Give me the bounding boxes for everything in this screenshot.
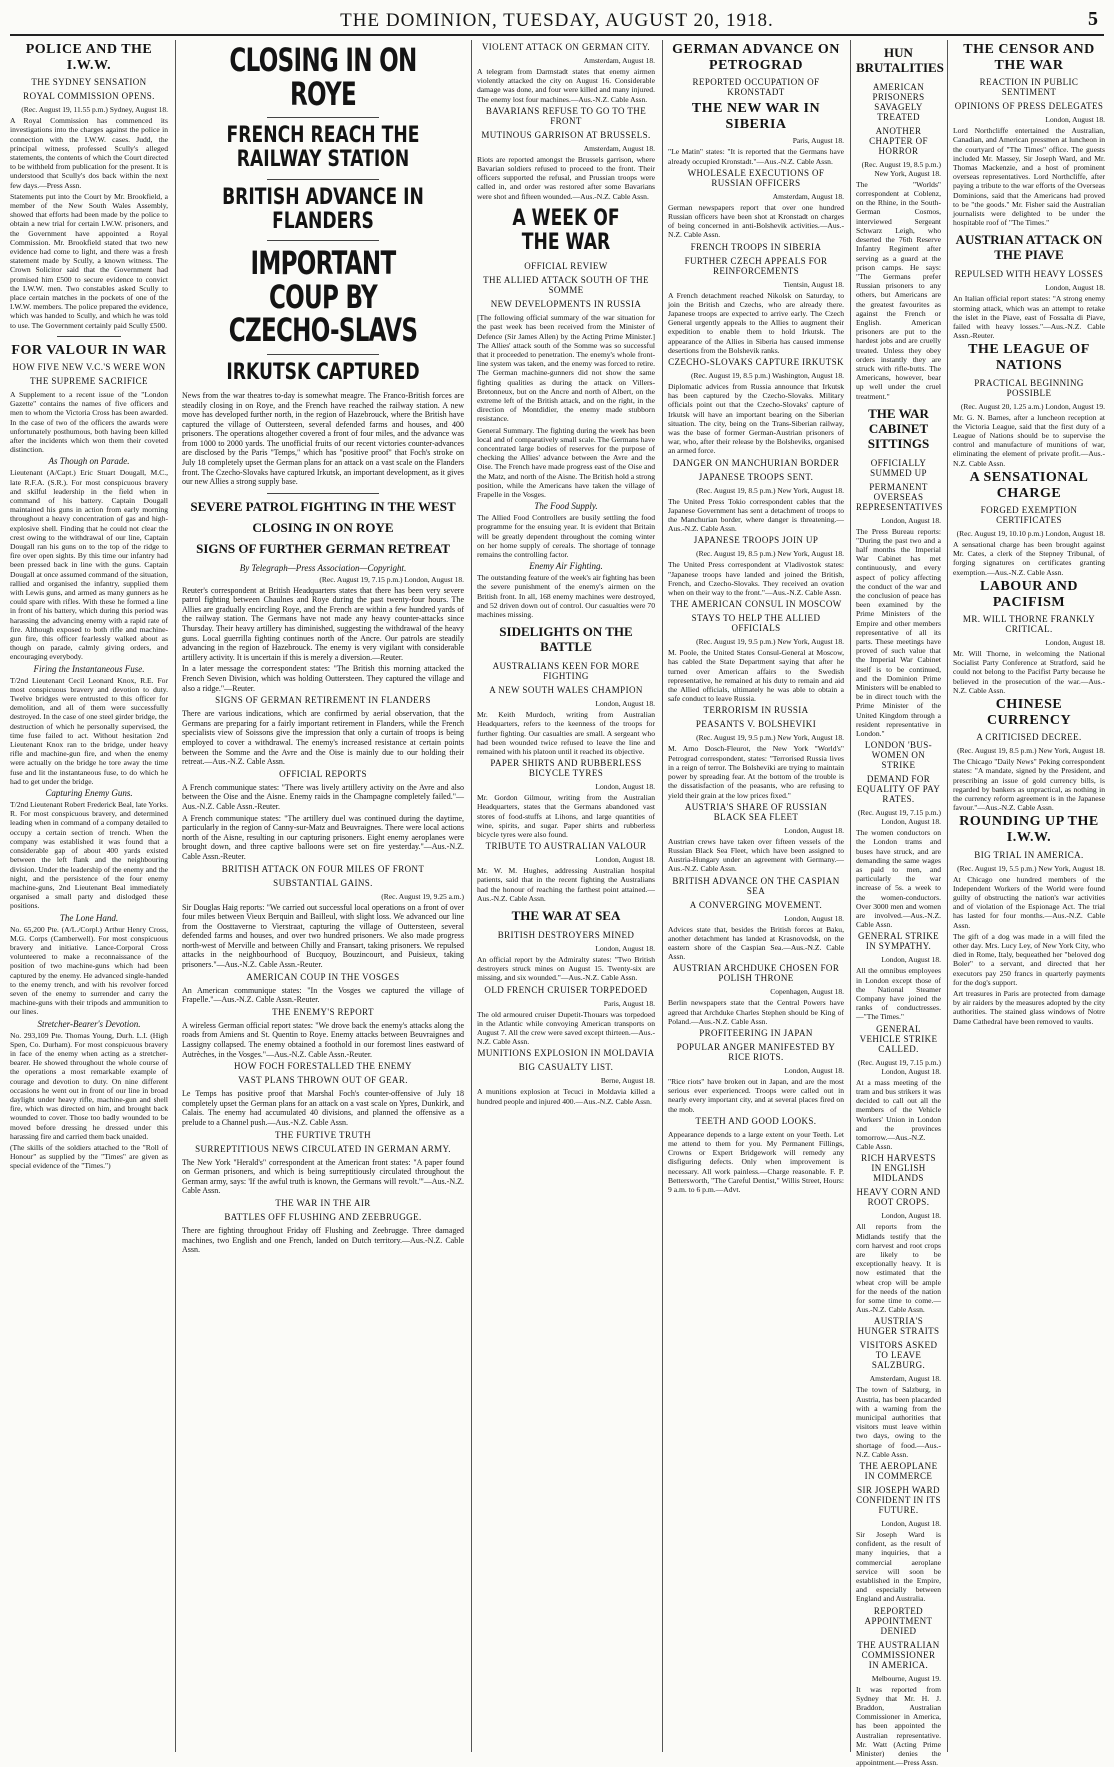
article-paragraph: All the omnibus employees in London except those of the National Steamer Company have joined the ranks of conductresses.—"The Times." (856, 966, 941, 1022)
headline: THE CENSOR AND THE WAR (963, 42, 1095, 74)
article-paragraph: Sir Douglas Haig reports: "We carried out successful local operations on a front of over four miles between Vieux Berquin and Bailleul, with slight loss. We advanced our line from the Oosttaverne to Vierstraat, capturing the village of Outtersteen, several defended farms and houses, and over two hundred prisoners. We also made progress north-west of Merville and between Chilly and Fransart, taking prisoners. We repulsed attacks in the neighbourhood of Bucquoy, Bouzincourt, and Puisieux, taking prisoners."—Aus.-N.Z. Cable Assn.-Reuter. (182, 902, 464, 970)
subheadline: THE ALLIED ATTACK SOUTH OF THE SOMME (483, 275, 649, 296)
subheadline: ANOTHER CHAPTER OF HORROR (869, 125, 928, 156)
column-rule (662, 40, 663, 1752)
subheadline: AMERICAN COUP IN THE VOSGES (246, 971, 400, 982)
subheadline: JAPANESE TROOPS JOIN UP (693, 535, 819, 546)
article-paragraph: There are fighting throughout Friday off Flushing and Zeebrugge. Three damaged machines, two English and one French, landed on Dutch territory.—Aus.-N.Z. Cable Assn. (182, 1225, 464, 1255)
article-paragraph: Riots are reported amongst the Brussels garrison, where Bavarian soldiers refused to proceed to the front. Their officers supported the refusal, and Prussian troops were called in, and order was restored after some Bavarians were shot and fifteen wounded.—Aus.-N.Z. Cable Assn. (477, 154, 655, 201)
subheadline: BRITISH DESTROYERS MINED (497, 929, 635, 940)
section-heading: The Lone Hand. (59, 912, 119, 923)
dateline: Berne, August 18. (600, 1076, 655, 1086)
column-2 (182, 40, 464, 1752)
headline: GERMAN ADVANCE ON PETROGRAD (672, 42, 840, 74)
separator (267, 179, 380, 180)
article-paragraph: The old armoured cruiser Dupetit-Thouars was torpedoed in the Atlantic while convoying American transports on August 7. All the crew were saved except thirteen.—Aus.-N.Z. Cable Assn. (477, 1009, 655, 1047)
subheadline: ROYAL COMMISSION OPENS. (23, 91, 155, 102)
subheadline: SUBSTANTIAL GAINS. (273, 877, 373, 888)
dateline: London, August 18. (595, 855, 655, 865)
subheadline: VIOLENT ATTACK ON GERMAN CITY. (481, 42, 651, 52)
subheadline: AUSTRALIANS KEEN FOR MORE FIGHTING (492, 661, 640, 682)
article-paragraph: The gift of a dog was made in a will filed the other day. Mrs. Lucy Ley, of New York City, who died in Rome, Italy, bequeathed her "beloved dog Boler" to a servant, and directed that her executors pay 250 francs in quarterly payments for the dog's support. (953, 931, 1105, 987)
subheadline: BATTLES OFF FLUSHING AND ZEEBRUGGE. (224, 1211, 422, 1222)
article-paragraph: Advices state that, besides the British forces at Baku, another detachment has landed at Krasnovodsk, on the eastern shore of the Caspian Sea.—Aus.-N.Z. Cable Assn. (668, 924, 844, 962)
subheadline: POPULAR ANGER MANIFESTED BY RICE RIOTS. (676, 1041, 836, 1062)
article-paragraph: A telegram from Darmstadt states that enemy airmen violently attacked the city on August 16. Considerable damage was done, and four were killed and many injured. The enemy lost four machines.—Aus.-N.Z. Cable Assn. (477, 67, 655, 104)
article-paragraph: The United Press correspondent at Vladivostok states: "Japanese troops have landed and joined the British, French, and Czecho-Slovaks. They received an ovation when on their way to the front."—Aus.-N.Z. Cable Assn. (668, 560, 844, 598)
article-paragraph: "Rice riots" have broken out in Japan, and are the most serious ever experienced. Troops were called out in nearly every important city, and at several places fired on the mob. (668, 1076, 844, 1114)
subheadline: HEAVY CORN AND ROOT CROPS. (856, 1187, 941, 1208)
subheadline: BIG TRIAL IN AMERICA. (974, 849, 1084, 860)
column-6 (953, 40, 1105, 1752)
section-heading: Stretcher-Bearer's Devotion. (37, 1018, 141, 1029)
subheadline: PEASANTS V. BOLSHEVIKI (695, 719, 817, 730)
subheadline: DEMAND FOR EQUALITY OF PAY RATES. (856, 774, 941, 805)
subheadline: PAPER SHIRTS AND RUBBERLESS BICYCLE TYRES (490, 758, 642, 779)
article-paragraph: A French detachment reached Nikolsk on Saturday, to join the British and Czechs, who are already there. Japanese troops are expected to arrive early. The Czech General urgently appeals to the Allies to augment their expedition to enable them to hold Irkutsk. The appearance of the Allies in Siberia has caused immense desertions from the Bolshevik ranks. (668, 290, 844, 355)
separator (57, 336, 120, 337)
dateline: (Rec. August 19, 9.5 p.m.) New York, August 18. (696, 637, 844, 647)
headline: ROUNDING UP THE I.W.W. (959, 814, 1099, 846)
subheadline: VISITORS ASKED TO LEAVE SALZBURG. (859, 1340, 938, 1371)
subheadline: PERMANENT OVERSEAS REPRESENTATIVES (856, 481, 943, 512)
subheadline: MR. WILL THORNE FRANKLY CRITICAL. (962, 613, 1096, 634)
subheadline: AUSTRIA'S HUNGER STRAITS (857, 1316, 940, 1337)
dateline: (Rec. August 19, 5.5 p.m.) New York, August 18. (957, 863, 1105, 873)
article-paragraph: An official report by the Admiralty states: "Two British destroyers struck mines on August 15. Twenty-six are missing, and six wounded."—Aus.-N.Z. Cable Assn. (477, 954, 655, 983)
dateline: London, August 18. (881, 1518, 941, 1528)
dateline: London, August 18. (1045, 283, 1105, 293)
article-paragraph: A wireless German official report states: "We drove back the enemy's attacks along the roads from Amiens and St. Quentin to Roye. Enemy attacks between Beuvraignes and Lassigny collapsed. The enemy obtained a foothold in our foremost lines eastward of Autrèches, in the Vosges."—Aus.-N.Z. Cable Assn.-Reuter. (182, 1020, 464, 1059)
credit-line: By Telegraph—Press Association—Copyright. (239, 562, 407, 573)
subheadline: SIGNS OF GERMAN RETIREMENT IN FLANDERS (215, 695, 431, 706)
article-paragraph: Berlin newspapers state that the Central Powers have agreed that Archduke Charles Stephen should be King of Poland.—Aus.-N.Z. Cable Assn. (668, 998, 844, 1026)
headline: CLOSING IN ON ROYE (229, 41, 417, 113)
article-paragraph: Art treasures in Paris are protected from damage by air raiders by the measures adopted by the city authorities. The stained glass windows of Notre Dame Cathedral have been removed to vaults. (953, 988, 1105, 1026)
article-paragraph: An Italian official report states: "A strong enemy storming attack, which was an attempt to retake the islet in the Piave, east of Fossalta di Piave, failed with heavy losses."—Aus.-N.Z. Cable Assn.-Reuter. (953, 294, 1105, 341)
column-rule (175, 40, 176, 1752)
article-paragraph: The New York "Herald's" correspondent at the American front states: "A paper found on German prisoners, and which is being surreptitiously circulated throughout the German army, says: 'If the awful truth is known, the Germans will revolt.'"—Aus.-N.Z. Cable Assn. (182, 1157, 464, 1196)
article-paragraph: A sensational charge has been brought against Mr. Cates, a clerk of the Stepney Tribunal, of forging signatures on certificates granting exemption.—Aus.-N.Z. Cable Assn. (953, 539, 1105, 577)
section-heading: The Food Supply. (534, 501, 598, 512)
section-heading: Capturing Enemy Guns. (45, 788, 133, 799)
dateline: (Rec. August 19, 9.25 a.m.) (381, 891, 464, 901)
dateline: London, August 18. (784, 1065, 844, 1075)
section-heading: Enemy Air Fighting. (529, 561, 603, 572)
article-paragraph: The Allied Food Controllers are busily settling the food programme for the ensuing year. It is evident that Britain will be greatly dependent throughout the coming winter on her home supply of cereals. The shortage of tonnage remains the controlling factor. (477, 513, 655, 560)
subheadline: GENERAL STRIKE IN SYMPATHY. (857, 931, 939, 952)
dateline: (Rec. August 19, 8.5 p.m.) New York, August 18. (696, 485, 844, 495)
dateline: Tientsin, August 18. (783, 279, 844, 289)
subheadline: OFFICIAL REVIEW (524, 261, 608, 272)
article-paragraph: A French communique states: "The artillery duel was continued during the daytime, particularly in the region of Canny-sur-Matz and Beuvraignes. There were local actions north of the Aisne, resulting in our capturing prisoners. Eight enemy aeroplanes were brought down, and three captive balloons were set on fire yesterday."—Aus.-N.Z. Cable Assn.-Reuter. (182, 813, 464, 861)
page-number: 5 (1088, 8, 1098, 30)
dateline: (Rec. August 19, 7.15 p.m.) London, August 18. (319, 574, 464, 584)
column-5 (856, 40, 944, 1767)
headline: AUSTRIAN ATTACK ON THE PIAVE (955, 232, 1103, 263)
column-rule (947, 40, 948, 1752)
subheadline: FORGED EXEMPTION CERTIFICATES (980, 504, 1078, 525)
dateline: Paris, August 18. (603, 998, 655, 1008)
article-paragraph: Lord Northcliffe entertained the Australian, Canadian, and American pressmen at luncheon in the courtyard of "The Times" office. The guests included Mr. Massey, Sir Joseph Ward, and Mr. Thomas Mackenzie, and a host of prominent overseas representatives. Lord Northcliffe, after paying a tribute to the war efforts of the Overseas Dominions, said that the Americans had proved to be "the goods." Mr. Fisher said the Australian journalists were delighted to be under the hospitable roof of "The Times." (953, 126, 1105, 228)
article-paragraph: A munitions explosion at Tecuci in Moldavia killed a hundred people and injured 400.—Aus.-N.Z. Cable Assn. (477, 1087, 655, 1106)
subheadline: LONDON 'BUS-WOMEN ON STRIKE (864, 740, 933, 771)
subheadline: AUSTRIA'S SHARE OF RUSSIAN BLACK SEA FLEET (684, 801, 828, 822)
headline: FRENCH REACH THE RAILWAY STATION (226, 123, 420, 173)
subheadline: TERRORISM IN RUSSIA (703, 705, 809, 716)
dateline: London, August 18. (1045, 115, 1105, 125)
subheadline: THE AMERICAN CONSUL IN MOSCOW (670, 599, 842, 610)
article-paragraph: The women conductors on the London trams and buses have struck, and are demanding the same wages as paid to men, and particularly the war increase of 5s. a week to the women-conductors. Over 3000 men and women are involved.—Aus.-N.Z. Cable Assn. (856, 828, 941, 930)
subheadline: REPORTED APPOINTMENT DENIED (864, 1605, 933, 1636)
headline: CLOSING IN ON ROYE (252, 519, 394, 535)
dateline: Amsterdam, August 18. (869, 1374, 941, 1384)
dateline: London, August 18. (784, 825, 844, 835)
article-paragraph: A Royal Commission has commenced its investigations into the charges against the police in connection with the I.W.W. cases. Judd, the principal witness, professed Scully's alleged statements, the contents of which the Court directed to be withheld from publication for the present. It is understood that Scully's dos back within the next few days.—Press Assn. (10, 116, 168, 190)
dateline: (Rec. August 19, 8.5 p.m.) Washington, August 18. (690, 371, 844, 381)
dateline: Amsterdam, August 18. (772, 191, 844, 201)
article-paragraph: T/2nd Lieutenant Robert Frederick Beal, late Yorks. R. For most conspicuous bravery, and determined leading when in command of a company detailed to occupy a certain section of trench. When the company was established it was found that a considerable gap of about 400 yards existed between the left flank and the neighbouring division. Under the leadership of the enemy and the night, and the persistence of the four enemy machine-guns, 2nd Lieutenant Beal immediately organised a small party and dislodged these positions. (10, 800, 168, 911)
masthead (10, 8, 1104, 36)
article-paragraph: General Summary. The fighting during the week has been local and of comparatively small scale. The Germans have concentrated large bodies of reserves for the purpose of checking the Allies' advance between the Avre and the Oise. The French have made progress east of the Oise and the Matz, and north of the Aisne. The British hold a strong position, while the Americans have taken the village of Frapelle in the Vosges. (477, 425, 655, 500)
article-paragraph: The outstanding feature of the week's air fighting has been the severe punishment of the enemy's airmen on the British front. In all, 168 enemy machines were destroyed, and 52 driven down out of control. Our casualties were 70 machines missing. (477, 573, 655, 620)
headline: THE WAR CABINET SITTINGS (867, 405, 930, 451)
subheadline: MUNITIONS EXPLOSION IN MOLDAVIA (477, 1048, 655, 1059)
subheadline: WHOLESALE EXECUTIONS OF RUSSIAN OFFICERS (687, 167, 825, 188)
dateline: London, August 18. (1045, 637, 1105, 647)
dateline: (Rec. August 19, 8.5 p.m.) New York, August 18. (861, 159, 941, 178)
subheadline: GENERAL VEHICLE STRIKE CALLED. (859, 1023, 938, 1054)
article-paragraph: Diplomatic advices from Russia announce that Irkutsk has been captured by the Czecho-Slovaks. Military officials point out that the Czecho-Slovaks' capture of Irkutsk will have an important bearing on the Siberian situation. The city, being on the Trans-Siberian railway, was the base of former German-Austrian prisoners of war, who, after their release by the Bolsheviks, organised an armed force. (668, 382, 844, 456)
article-paragraph: Sir Joseph Ward is confident, as the result of many inquiries, that a commercial aeroplane service will soon be established in the Empire, and especially between England and Australia. (856, 1529, 941, 1604)
dateline: (Rec. August 19, 10.10 p.m.) London, August 18. (956, 528, 1105, 538)
headline: BRITISH ADVANCE IN FLANDERS (222, 184, 424, 234)
subheadline: BRITISH ADVANCE ON THE CASPIAN SEA (672, 875, 840, 896)
article-paragraph: Mr. G. N. Barnes, after a luncheon reception at the Victoria League, said that the first duty of a League of Nations should be to supervise the control and manufacture of munitions of war, eliminating the element of private profit.—Aus.-N.Z. Cable Assn. (953, 412, 1105, 468)
article-paragraph: It was reported from Sydney that Mr. H. J. Braddon, Australian Commissioner in America, has been appointed the Australian representative. Mr. Watt (Acting Prime Minister) denies the appointment.—Press Assn. (856, 1684, 941, 1767)
subheadline: A NEW SOUTH WALES CHAMPION (489, 685, 643, 696)
article-paragraph: The Chicago "Daily News" Peking correspondent states: "A mandate, signed by the President, and prescribing an issue of gold currency bills, is regarded by bankers as unpractical, as nothing in the currency reform agreement is in the Japanese favour."—Aus.-N.Z. Cable Assn. (953, 757, 1105, 813)
article-paragraph: The town of Salzburg, in Austria, has been placarded with a warning from the municipal authorities that visitors must leave within two days, owing to the shortage of food.—Aus.-N.Z. Cable Assn. (856, 1385, 941, 1459)
headline: IMPORTANT COUP BY CZECHO-SLAVS (228, 243, 418, 350)
subheadline: THE ENEMY'S REPORT (272, 1006, 374, 1017)
subheadline: SIR JOSEPH WARD CONFIDENT IN ITS FUTURE. (856, 1484, 941, 1515)
dateline: (Rec. August 19, 11.55 p.m.) Sydney, August 18. (21, 105, 168, 115)
subheadline: VAST PLANS THROWN OUT OF GEAR. (238, 1075, 408, 1086)
subheadline: STAYS TO HELP THE ALLIED OFFICIALS (691, 613, 821, 634)
dateline: London, August 18. (595, 943, 655, 953)
column-rule (471, 40, 472, 1752)
article-paragraph: Lieutenant (A/Capt.) Eric Stuart Dougall, M.C., late R.F.A. (S.R.). For most conspicuous bravery and skilful leadership in the field when in command of his battery. Captain Dougall maintained his guns in action from early morning throughout a heavy concentration of gas and high-explosive shell. Finding that he could not clear the crest owing to the withdrawal of our line, Captain Dougall ran his guns on to the top of the ridge to fire over open sights. By this time our infantry had been pressed back in line with the guns. Captain Dougall at once assumed command of the situation, rallied and organised the infantry, supplied them with Lewis guns, and armed as many gunners as he could spare with rifles. With these he formed a line in front of his battery, which during this period was harassing the advancing enemy with a rapid rate of fire. Although exposed to both rifle and machine-gun fire, this officer fearlessly walked about as though on parade, calmly giving orders, and encouraging everybody. (10, 468, 168, 662)
dateline: (Rec. August 20, 1.25 a.m.) London, August 19. (960, 401, 1105, 411)
masthead-title: THE DOMINION, TUESDAY, AUGUST 20, 1918. (340, 10, 774, 31)
article-paragraph: Mr. W. M. Hughes, addressing Australian hospital patients, said that in the recent fighting the Australians had the honour of reaching the farthest point attained.—Aus.-N.Z. Cable Assn. (477, 866, 655, 903)
subheadline: REPORTED OCCUPATION OF KRONSTADT (692, 77, 820, 98)
subheadline: THE AUSTRALIAN COMMISSIONER IN AMERICA. (857, 1639, 940, 1670)
headline: FOR VALOUR IN WAR (11, 342, 167, 358)
separator (267, 493, 380, 494)
separator (267, 117, 380, 118)
column-4 (668, 40, 844, 1752)
article-paragraph: Reuter's correspondent at British Headquarters states that there has been very severe patrol fighting between Chaulnes and Roye during the past twenty-four hours. The Allies are gradually encircling Roye, and the French are within a few hundred yards of the railway station. The Germans have not made any heavy counter-attacks since Thursday. Their heavy artillery has diminished, suggesting the withdrawal of the heavy guns. Local guerrilla fighting continues north of the Ancre. Our patrols are steadily advancing in the region of Hazebrouck. The enemy is very vigilant with considerable artillery activity. It is uncertain if this is merely a diversion.—Reuter. (182, 585, 464, 662)
headline: IRKUTSK CAPTURED (226, 359, 420, 385)
subheadline: AUSTRIAN ARCHDUKE CHOSEN FOR POLISH THRONE (672, 963, 840, 984)
subheadline: REPULSED WITH HEAVY LOSSES (954, 269, 1104, 280)
subheadline: AMERICAN PRISONERS SAVAGELY TREATED (872, 81, 925, 122)
article-paragraph: There are various indications, which are confirmed by aerial observation, that the Germans are preparing for a fairly important retirement in Flanders, while the French specialists view of Soissons give the impression that only a curtain of troops is being employed to cover a withdrawal. The enemy's increased resistance at certain points between the Somme and the Avre and the Oise is mainly due to our holding their retreat.—Aus.-N.Z. Cable Assn. (182, 709, 464, 767)
column-3 (477, 40, 655, 1752)
article-paragraph: M. Arno Dosch-Fleurot, the New York "World's" Petrograd correspondent, states: "Terrorised Russia lives in a reign of terror. The Bolsheviki are trying to maintain power by spreading fear. At the bottom of the trouble is the dissatisfaction of the peasants, who are refusing to yield their grain at the low prices fixed." (668, 744, 844, 800)
dateline: London, August 18. (595, 782, 655, 792)
article-paragraph: [The following official summary of the war situation for the past week has been received from the Minister of Defence (Sir James Allen) by the Acting Prime Minister.] The Allies' attack south of the Somme was so successful that it proceeded to penetration. The enemy's whole front-line system was taken, and the enemy was forced to retire. The German machine-gunners did not show the same fighting qualities as during the attack on Villers-Bretonneux, but on the Ancre and north of Albert, on the extreme left of the British attack, and on the right, in the direction of Montdidier, the enemy made stubborn resistance. (477, 313, 655, 424)
article-paragraph: No. 65,200 Pte. (A/L./Corpl.) Arthur Henry Cross, M.G. Corps (Camberwell). For most conspicuous bravery and initiative. Lance-Corporal Cross volunteered to make a reconnaissance of the position of two machine-guns which had been captured by the enemy. He advanced single-handed to the enemy trench, and with his revolver forced seven of the enemy to surrender and carry the machine-guns with their tripods and ammunition to our lines. (10, 924, 168, 1017)
subheadline: THE AEROPLANE IN COMMERCE (859, 1460, 938, 1481)
subheadline: A CONVERGING MOVEMENT. (689, 899, 823, 910)
dateline: London, August 18. (595, 699, 655, 709)
dateline: London, August 18. (881, 515, 941, 525)
headline: THE NEW WAR IN SIBERIA (691, 101, 821, 133)
article-paragraph: News from the war theatres to-day is somewhat meagre. The Franco-British forces are steadily closing in on Roye, and the French have reached the railway station. A new move has developed further north, in the region of Hazebrouck, where the British have captured the village of Outtersteen, several defended farms and houses, and 400 prisoners. The operations altogether covered a front of four miles, and the advance was from 1000 to 2000 yards. The unofficial fruits of our recent victories counter-advances are disclosed by the Paris "Temps," which has "positive proof" that Foch's stroke on July 18 completely upset the German plans for an attack on a vast scale on the Flanders front. The Czecho-Slovaks have captured Irkutsk, an important development, as it gives our new Allies a strong supply base. (182, 390, 464, 487)
subheadline: HOW FOCH FORESTALLED THE ENEMY (234, 1061, 412, 1072)
subheadline: THE SUPREME SACRIFICE (30, 375, 148, 386)
subheadline: OFFICIAL REPORTS (279, 768, 367, 779)
article-paragraph: T/2nd Lieutenant Cecil Leonard Knox, R.E. For most conspicuous bravery and devotion to duty. Twelve bridges were entrusted to this officer for demolition, and all of them were successfully destroyed. In the case of one steel girder bridge, the destruction of which he personally supervised, the time fuse failed to act. Without hesitation 2nd Lieutenant Knox ran to the bridge, under heavy rifle and machine-gun fire, and when the enemy were actually on the bridge he tore away the time fuse and lit the instantaneous fuse, to do which he had to get under the bridge. (10, 675, 168, 786)
column-rule (850, 40, 851, 1752)
advertisement-text: Appearance depends to a large extent on your Teeth. Let me attend to them for you. My Permanent Fillings, Crowns or Expert Bridgework will remedy any disfiguring defects. Only when improvement is necessary. All work painless.—Charge reasonable. F. P. Bettersworth, "The Careful Dentist," Willis Street, Hours: 9 a.m. to 6 p.m.—Advt. (668, 1129, 844, 1194)
section-heading: As Though on Parade. (48, 456, 130, 467)
subheadline: PRACTICAL BEGINNING POSSIBLE (974, 377, 1084, 398)
headline: THE LEAGUE OF NATIONS (968, 342, 1090, 374)
subheadline: NEW DEVELOPMENTS IN RUSSIA (490, 299, 642, 310)
subheadline: OFFICIALLY SUMMED UP (870, 457, 927, 478)
dateline: (Rec. August 19, 9.5 p.m.) New York, August 18. (696, 733, 844, 743)
headline: SIDELIGHTS ON THE BATTLE (499, 624, 633, 655)
article-paragraph: "Le Matin" states: "It is reported that the Germans have already occupied Kronstadt."—Aus.-N.Z. Cable Assn. (668, 147, 844, 166)
headline: SIGNS OF FURTHER GERMAN RETREAT (196, 540, 450, 556)
article-paragraph: In a later message the correspondent states: "The British this morning attacked the French Seven Division, which was holding Outtersteen. They captured the village and also a ridge."—Reuter. (182, 664, 464, 693)
dateline: (Rec. August 19, 8.5 p.m.) New York, August 18. (957, 746, 1105, 756)
section-heading: Firing the Instantaneous Fuse. (33, 663, 145, 674)
separator (267, 354, 380, 355)
dateline: (Rec. August 19, 7.15 p.m.) London, August 18. (857, 808, 941, 827)
dateline: Copenhagen, August 18. (770, 987, 844, 997)
article-paragraph: Mr. Gordon Gilmour, writing from the Australian Headquarters, states that the Germans abandoned vast stores of food-stuffs at Lihons, and large quantities of wine, spirits, and sugar. Paper shirts and rubberless bicycle tyres were also found. (477, 793, 655, 839)
article-paragraph: All reports from the Midlands testify that the corn harvest and root crops are likely to be exceptionally heavy. It is now estimated that the wheat crop will be ample for the needs of the nation for some time to come.—Aus.-N.Z. Cable Assn. (856, 1222, 941, 1315)
subheadline: MUTINOUS GARRISON AT BRUSSELS. (481, 129, 651, 140)
headline: SEVERE PATROL FIGHTING IN THE WEST (190, 498, 456, 514)
subheadline: A CRITICISED DECREE. (976, 732, 1082, 743)
article-paragraph: The United Press Tokio correspondent cables that the Japanese Government has sent a detachment of troops to the Manchurian border, where danger is threatening.—Aus.-N.Z. Cable Assn. (668, 496, 844, 534)
article-paragraph: An American communique states: "In the Vosges we captured the village of Frapelle."—Aus.-N.Z. Cable Assn.-Reuter. (182, 985, 464, 1005)
headline: A WEEK OF THE WAR (512, 205, 620, 256)
article-paragraph: Le Temps has positive proof that Marshal Foch's counter-offensive of July 18 completely upset the German plans for an attack on a vast scale on Ypres, Dunkirk, and Calais. The enemy had accumulated 40 divisions, and planned the offensive as a prelude to a Channel push.—Aus.-N.Z. Cable Assn. (182, 1089, 464, 1127)
subheadline: HOW FIVE NEW V.C.'S WERE WON (12, 361, 166, 372)
subheadline: SURREPTITIOUS NEWS CIRCULATED IN GERMAN ARMY. (195, 1143, 451, 1154)
subheadline: OLD FRENCH CRUISER TORPEDOED (484, 984, 648, 995)
subheadline: FRENCH TROOPS IN SIBERIA (690, 241, 822, 252)
dateline: London, August 18. (881, 1211, 941, 1221)
subheadline: TRIBUTE TO AUSTRALIAN VALOUR (485, 841, 647, 852)
subheadline: CZECHO-SLOVAKS CAPTURE IRKUTSK (668, 357, 844, 368)
subheadline: BIG CASUALTY LIST. (518, 1062, 614, 1073)
article-paragraph: A Supplement to a recent issue of the "London Gazette" contains the names of five officers and men to whom the Victoria Cross has been awarded. In the case of two of the officers the awards were unfortunately posthumous, both having been killed after the incidents which won them their coveted distinction. (10, 389, 168, 455)
article-paragraph: No. 293,109 Pte. Thomas Young, Durh. L.I. (High Spen, Co. Durham). For most conspicuous bravery in face of the enemy when acting as a stretcher-bearer. He showed throughout the whole course of the operations a most remarkable example of courage and devotion to duty. On nine different occasions he went out in front of our line in broad daylight under heavy rifle, machine-gun and shell fire, which was directed on him, and brought back wounded to cover. Those too badly wounded to be moved before dressing he dressed under this harassing fire and carried them back unaided. (10, 1030, 168, 1141)
dateline: London, August 18. (784, 913, 844, 923)
article-paragraph: M. Poole, the United States Consul-General at Moscow, has cabled the State Department saying that after he turned over American affairs to the Swedish representative, he remained at his duty to remain and aid the Allied officials, ultimately he was able to obtain a safe conduct to leave Russia. (668, 648, 844, 704)
headline: THE WAR AT SEA (511, 908, 621, 924)
headline: A SENSATIONAL CHARGE (969, 469, 1089, 501)
subheadline: JAPANESE TROOPS SENT. (698, 471, 814, 482)
subheadline: THE FURTIVE TRUTH (274, 1129, 372, 1140)
subheadline: DANGER ON MANCHURIAN BORDER (672, 457, 840, 468)
subheadline: FURTHER CZECH APPEALS FOR REINFORCEMENTS (684, 255, 828, 276)
article-paragraph: Austrian crews have taken over fifteen vessels of the Russian Black Sea Fleet, which have been assigned to Austria-Hungary under an agreement with Germany.—Aus.-N.Z. Cable Assn. (668, 836, 844, 874)
dateline: London, August 18. (881, 955, 941, 965)
separator (267, 240, 380, 241)
headline: LABOUR AND PACIFISM (980, 578, 1078, 610)
dateline: Melbourne, August 19. (871, 1673, 941, 1683)
subheadline: RICH HARVESTS IN ENGLISH MIDLANDS (861, 1153, 936, 1184)
article-paragraph: (The skills of the soldiers attached to the "Roll of Honour" as supplied by the "Times" are given as special evidence of the "Times.") (10, 1142, 168, 1171)
article-paragraph: German newspapers report that over one hundred Russian officers have been shot at Kronstadt on charges of being concerned in anti-Bolshevik activities.—Aus.-N.Z. Cable Assn. (668, 202, 844, 240)
subheadline: OPINIONS OF PRESS DELEGATES (954, 101, 1104, 112)
dateline: Amsterdam, August 18. (583, 56, 655, 65)
subheadline: BAVARIANS REFUSE TO GO TO THE FRONT (485, 105, 647, 126)
subheadline: THE SYDNEY SENSATION (31, 77, 147, 88)
subheadline: REACTION IN PUBLIC SENTIMENT (979, 77, 1079, 98)
article-paragraph: The "Worlds" correspondent at Coblenz, on the Rhine, in the South-German Cosmos, interviewed Sergeant Schwarz Leigh, who deserted the 76th Reserve Infantry Regiment after serving as a guard at the prison camps. He says: "The Germans prefer Russian prisoners to any others, but Americans are the greatest favourites as against the French or English. American prisoners are put to the hardest jobs and are cruelly treated. Unless they obey orders instantly they are struck with rifle-butts. The Americans, however, bear up well under the cruel treatment." (856, 179, 941, 401)
headline: HUN BRUTALITIES (856, 45, 944, 75)
article-paragraph: A French communique states: "There was lively artillery activity on the Avre and also between the Oise and the Aisne. Enemy raids in the Champagne completely failed."—Aus.-N.Z. Cable Assn.-Reuter. (182, 782, 464, 811)
dateline: (Rec. August 19, 7.15 p.m.) London, August 18. (857, 1057, 941, 1076)
subheadline: THE WAR IN THE AIR (275, 1197, 371, 1208)
advertisement-heading: TEETH AND GOOD LOOKS. (695, 1115, 817, 1126)
article-paragraph: Statements put into the Court by Mr. Brookfield, a member of the New South Wales Assembly, showed that efforts had been made by the police to obtain a new trial for certain I.W.W. prisoners, and the Government have appointed a Royal Commission. Mr. Brookfield stated that two new evidence had come to light, and there was a fresh statement made by Scully, a known witness. The Crown Solicitor said that the Government had promised him £500 to secure evidence to convict the I.W.W. men. Two constables asked Scully to place certain matches in the pockets of one of the I.W.W. members. The police prepared the evidence, which was handed to Scully, and which he was told to use. The Government certainly paid Scully £500. (10, 191, 168, 330)
article-paragraph: Mr. Will Thorne, in welcoming the National Socialist Party Conference at Stratford, said he could not belong to the Pacifist Party because he believed in the prosecution of the war.—Aus.-N.Z. Cable Assn. (953, 648, 1105, 695)
headline: POLICE AND THE I.W.W. (25, 42, 153, 74)
dateline: (Rec. August 19, 8.5 p.m.) New York, August 18. (696, 549, 844, 559)
article-paragraph: At a mass meeting of the tram and bus strikers it was decided to call out all the members of the Vehicle Workers' Union in London and the provinces tomorrow.—Aus.-N.Z. Cable Assn. (856, 1077, 941, 1152)
column-1 (10, 40, 168, 1752)
subheadline: PROFITEERING IN JAPAN (699, 1027, 813, 1038)
subheadline: BRITISH ATTACK ON FOUR MILES OF FRONT (221, 863, 425, 874)
article-paragraph: The Press Bureau reports: "During the past two and a half months the Imperial War Cabinet has met continuously, and every aspect of policy affecting the conduct of the war and the conclusion of peace has been examined by the Prime Ministers of the Empire and other members representative of all its parts. These meetings have proved of such value that the Imperial War Cabinet itself is to be continued, and the Dominion Prime Ministers will be enabled to be in direct touch with the Prime Minister of the United Kingdom through a resident representative in London." (856, 526, 941, 739)
headline: CHINESE CURRENCY (986, 696, 1072, 729)
dateline: Paris, August 18. (792, 136, 844, 146)
dateline: Amsterdam, August 18. (583, 143, 655, 153)
article-paragraph: At Chicago one hundred members of the Independent Workers of the World were found guilty of obstructing the nation's war activities and of violation of the Espionage Act. The trial has lasted for four months.—Aus.-N.Z. Cable Assn. (953, 874, 1105, 930)
article-paragraph: Mr. Keith Murdoch, writing from Australian Headquarters, refers to the keenness of the troops for further fighting. Our casualties are small. A sergeant who had been wounded twice refused to leave the line and remained with his platoon until it reached its objective. (477, 710, 655, 756)
